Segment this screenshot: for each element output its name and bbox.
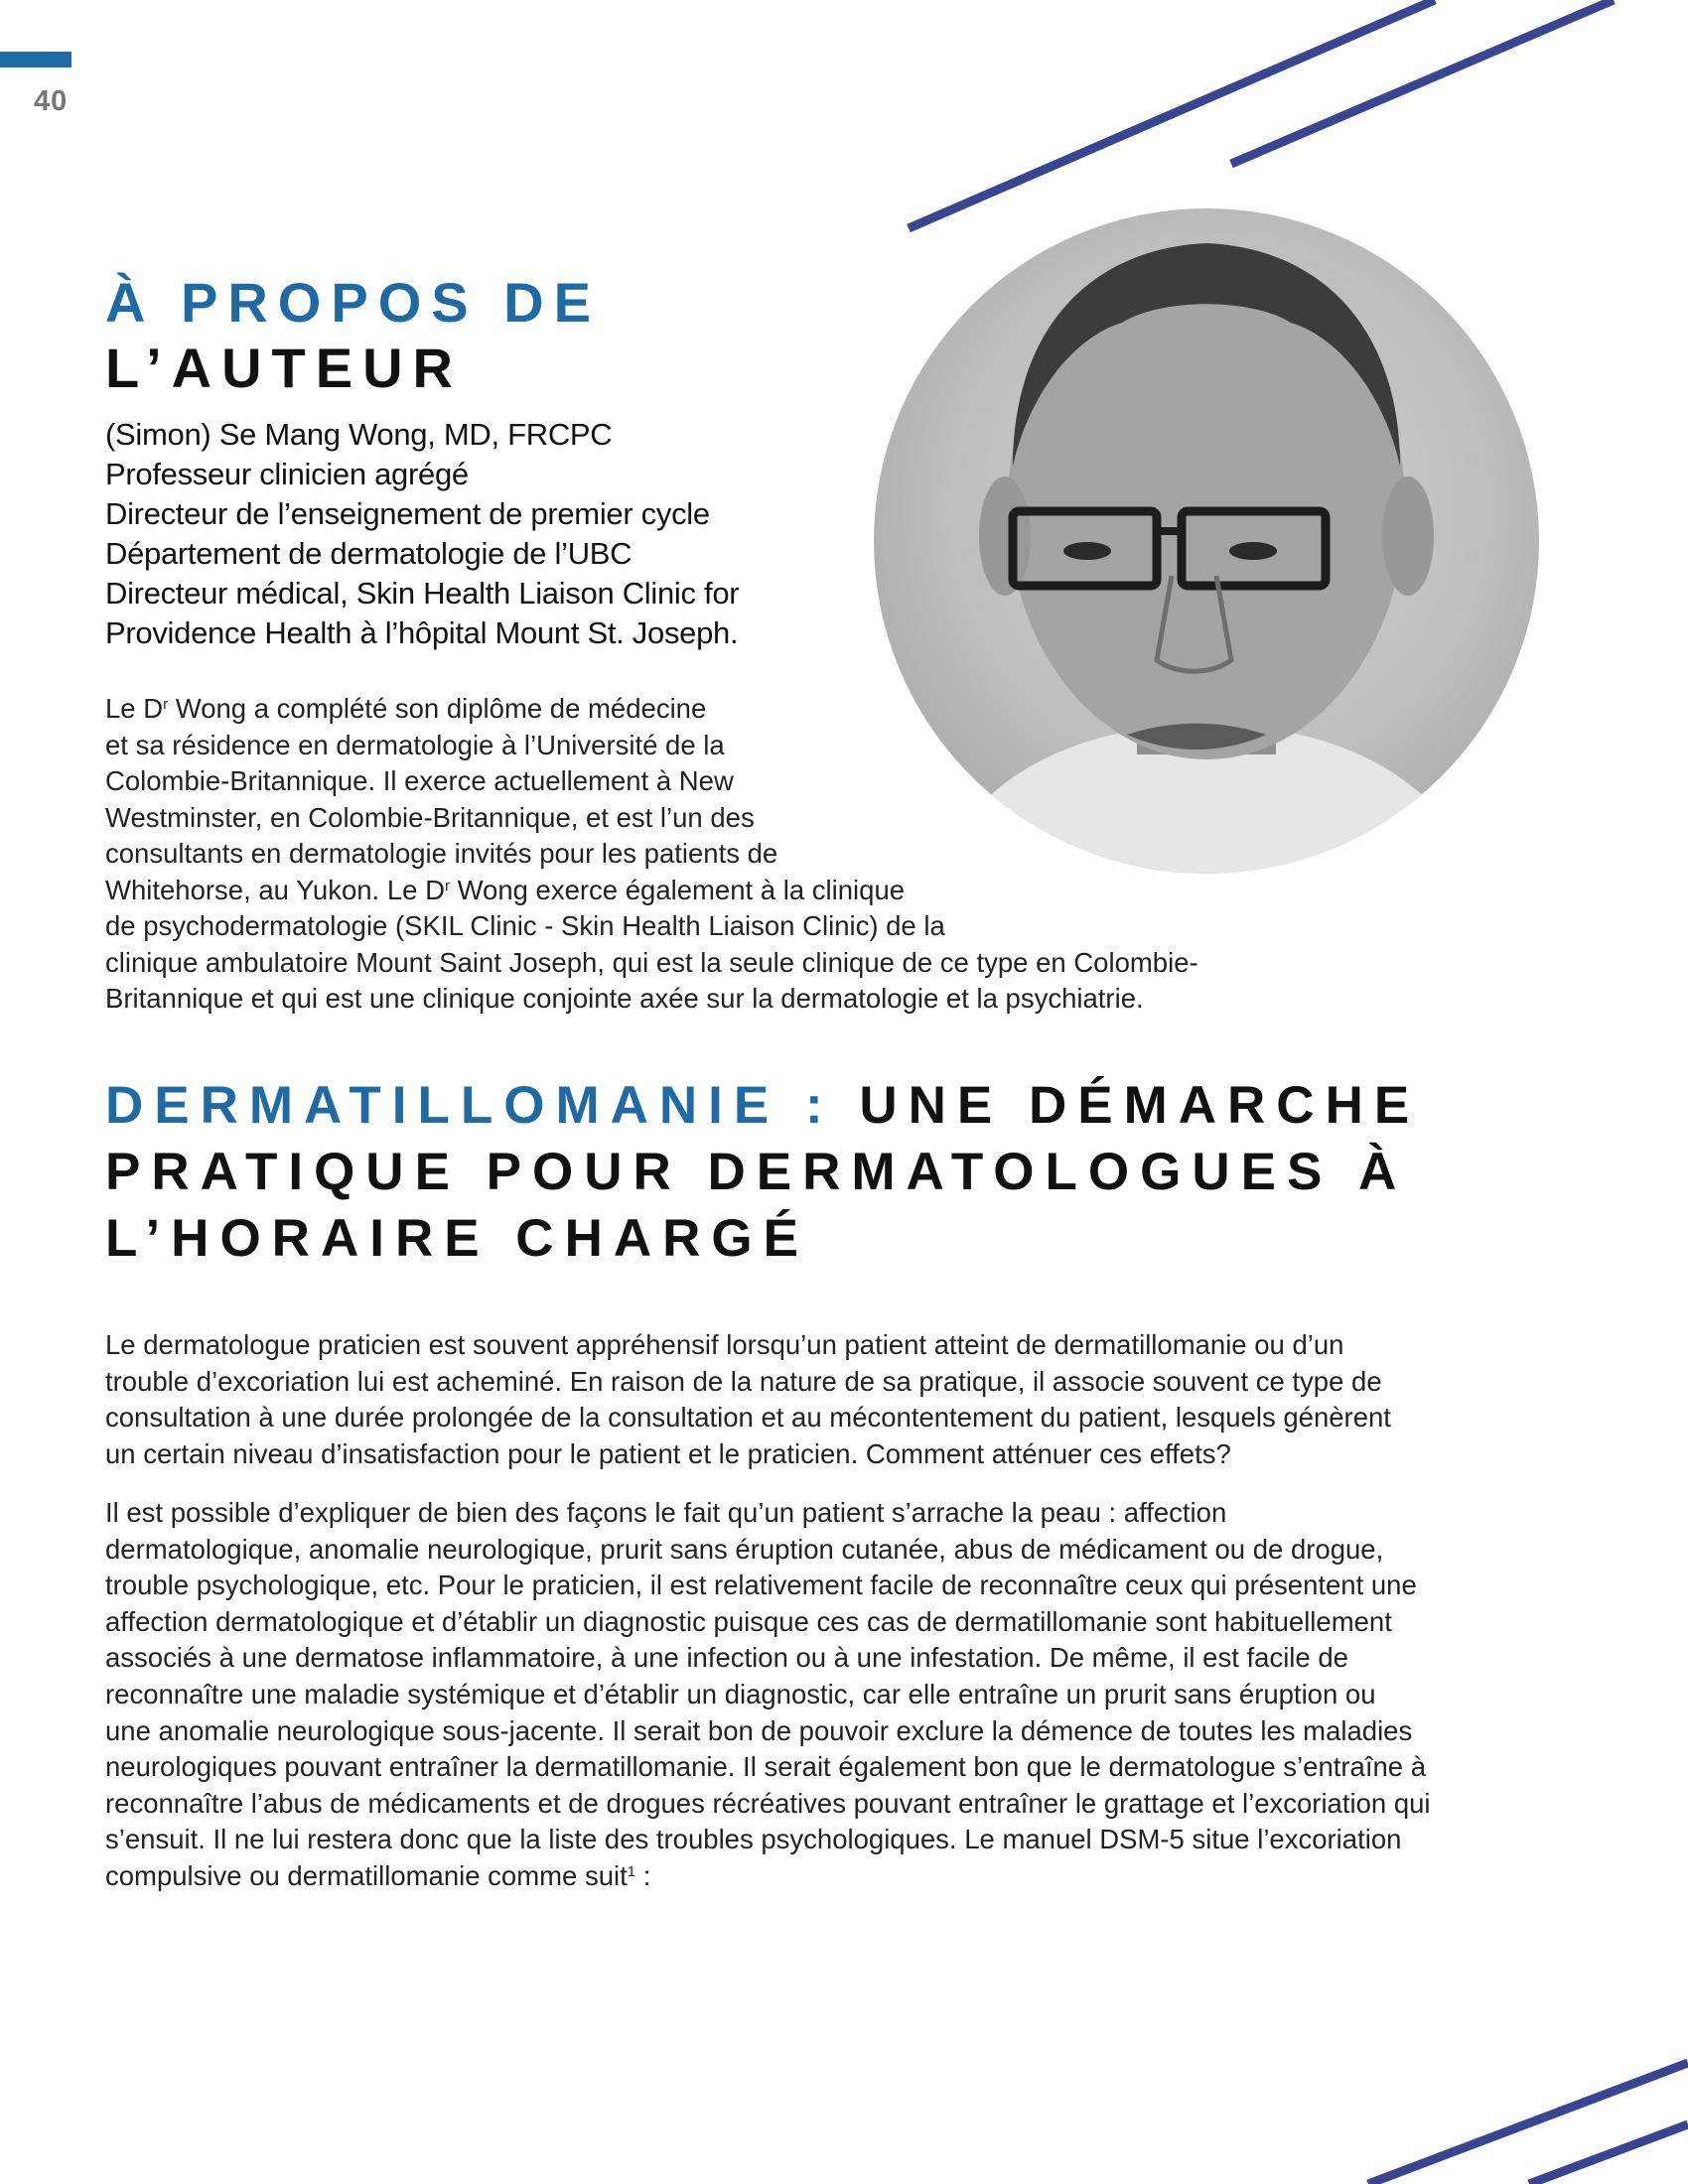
photo-ear-left	[979, 477, 1031, 596]
paragraph-line: s’ensuit. Il ne lui restera donc que la liste des troubles psychologiques. Le manuel DSM-5 situe l’excoriation	[105, 1824, 1402, 1855]
stripe-bottom-2	[1529, 2124, 1688, 2184]
article-title	[105, 1072, 1420, 1272]
article-title-line3: L’HORAIRE CHARGÉ	[105, 1209, 809, 1268]
photo-ear-right	[1382, 477, 1434, 596]
author-clinic: Directeur médical, Skin Health Liaison Clinic for	[105, 576, 740, 611]
bio-line: Colombie-Britannique. Il exerce actuellement à New	[105, 765, 734, 796]
article-title-line2: PRATIQUE POUR DERMATOLOGUES À	[105, 1143, 1408, 1201]
author-bio	[105, 691, 1198, 1018]
article-paragraph-1	[105, 1327, 1391, 1472]
paragraph-line: affection dermatologique et d’établir un diagnostic puisque ces cas de dermatillomanie sont habituellement	[105, 1605, 1392, 1637]
bio-line: Westminster, en Colombie-Britannique, et est l’un des	[105, 801, 755, 833]
paragraph-line: dermatologique, anomalie neurologique, prurit sans éruption cutanée, abus de médicament ou de drogue,	[105, 1533, 1384, 1565]
about-heading-line1: À PROPOS DE	[105, 271, 601, 334]
about-author-heading	[105, 270, 601, 401]
paragraph-line: Le dermatologue praticien est souvent appréhensif lorsqu’un patient atteint de dermatillomanie ou d’un	[105, 1329, 1344, 1360]
photo-eye-left	[1063, 542, 1111, 560]
bio-line: Whitehorse, au Yukon. Le $D^r$ Wong exerce également à la clinique	[105, 874, 906, 905]
bio-line: Britannique et qui est une clinique conjointe axée sur la dermatologie et la psychiatrie.	[105, 983, 1144, 1014]
author-role: Directeur de l’enseignement de premier cycle	[105, 496, 710, 531]
author-hospital: Providence Health à l’hôpital Mount St. Joseph.	[105, 615, 739, 650]
author-credentials	[105, 415, 739, 653]
author-department: Département de dermatologie de l’UBC	[105, 536, 633, 571]
paragraph-line: consultation à une durée prolongée de la consultation et au mécontentement du patient, lesquels génèrent	[105, 1402, 1391, 1433]
author-title: Professeur clinicien agrégé	[105, 457, 469, 491]
paragraph-line: trouble d’excoriation lui est acheminé. En raison de la nature de sa pratique, il associe souvent ce type de	[105, 1365, 1382, 1397]
paragraph-line: associés à une dermatose inflammatoire, à une infection ou à une infestation. De même, il est facile de	[105, 1642, 1348, 1674]
author-name: (Simon) Se Mang Wong, MD, FRCPC	[105, 417, 613, 452]
paragraph-line: trouble psychologique, etc. Pour le praticien, il est relativement facile de reconnaître ceux qui présentent une	[105, 1570, 1417, 1601]
stripe-top-2	[1231, 0, 1614, 164]
photo-eye-right	[1229, 542, 1277, 560]
about-heading-line2: L’AUTEUR	[105, 337, 463, 399]
bio-line: Le $D^r$ Wong a complété son diplôme de médecine	[105, 693, 707, 724]
paragraph-line: reconnaître une maladie systémique et d’établir un diagnostic, car elle entraîne un prurit sans éruption ou	[105, 1678, 1376, 1709]
paragraph-line: reconnaître l’abus de médicaments et de drogues récréatives pouvant entraîner le grattage et l’excoriation qui	[105, 1787, 1431, 1819]
article-title-keyword: DERMATILLOMANIE :	[105, 1076, 834, 1135]
paragraph-line: neurologiques pouvant entraîner la dermatillomanie. Il serait également bon que le dermatologue s’entraîne à	[105, 1751, 1427, 1783]
bio-line: clinique ambulatoire Mount Saint Joseph, qui est la seule clinique de ce type en Colombie-	[105, 946, 1198, 978]
footnote-ref[interactable]: 1	[627, 1862, 636, 1880]
bio-line: de psychodermatologie (SKIL Clinic - Skin Health Liaison Clinic) de la	[105, 910, 945, 941]
paragraph-line: un certain niveau d’insatisfaction pour le patient et le praticien. Comment atténuer ces effets?	[105, 1437, 1231, 1469]
paragraph-line: une anomalie neurologique sous-jacente. Il serait bon de pouvoir exclure la démence de toutes les maladies	[105, 1714, 1413, 1746]
bio-line: et sa résidence en dermatologie à l’Université de la	[105, 729, 725, 760]
bio-line: consultants en dermatologie invités pour les patients de	[105, 838, 778, 869]
paragraph-line: compulsive ou dermatillomanie comme suit$^1$ :	[105, 1859, 651, 1891]
stripe-bottom-1	[1368, 2063, 1688, 2184]
article-paragraph-2	[105, 1495, 1431, 1895]
page-number: 40	[34, 85, 69, 117]
article-title-line1: DERMATILLOMANIE : UNE DÉMARCHE	[105, 1076, 1421, 1135]
paragraph-line: Il est possible d’expliquer de bien des façons le fait qu’un patient s’arrache la peau : affection	[105, 1497, 1227, 1528]
